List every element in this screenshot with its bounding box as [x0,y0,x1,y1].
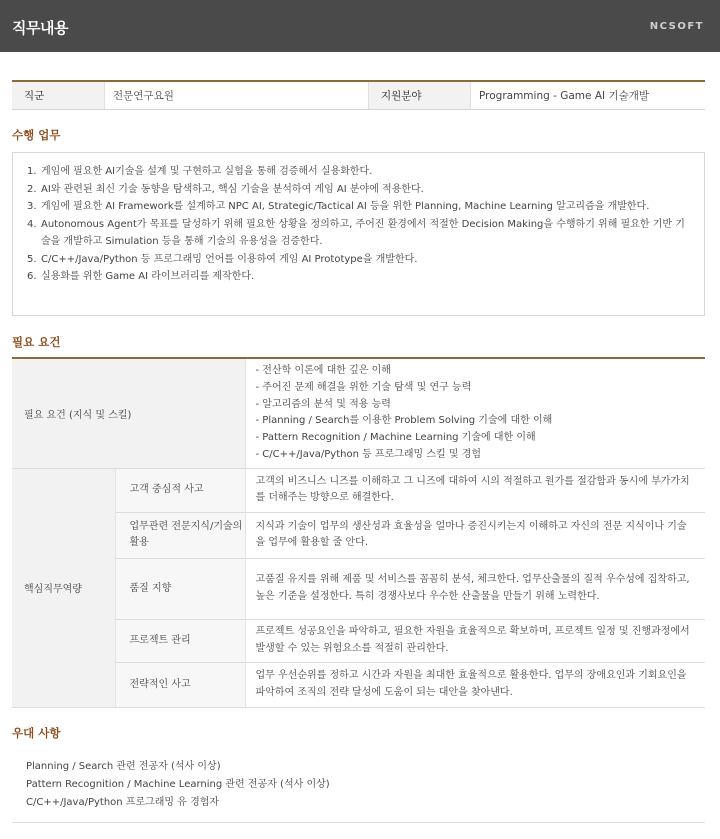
duties-box [12,152,705,316]
list-item: 2. AI와 관련된 최신 기술 동향을 탐색하고, 핵심 기술을 분석하여 게임 AI 분야에 적용한다. [27,183,424,195]
preferred-title: 우대 사항 [12,726,61,740]
list-item: 4. Autonomous Agent가 목표를 달성하기 위해 필요한 상황을 정의하고, 주어진 환경에서 적절한 Decision Making을 수행하기 위해 필요한 기반 기술을 개발하고 Simulation 등을 통해 기술의 유용성을 검증한다. [27,218,685,247]
table-row [12,512,705,558]
preferred-list [26,758,330,812]
list-item: - 알고리즘의 분석 및 적용 능력 [255,398,391,410]
list-item: C/C++/Java/Python 프로그래밍 유 경험자 [26,797,220,808]
competency-label: 핵심직무역량 [12,468,115,707]
skills-cell [245,358,705,468]
page-header [0,0,720,52]
competency-name: 업무관련 전문지식/기술의 활용 [115,512,245,558]
table-row [12,558,705,619]
competency-desc: 프로젝트 성공요인을 파악하고, 필요한 자원을 효율적으로 확보하며, 프로젝트 일정 및 진행과정에서 발생할 수 있는 위험요소를 적절히 관리한다. [245,619,705,662]
duties-list [27,163,694,286]
requirements-title: 필요 요건 [12,335,61,349]
list-item: 6. 실용화를 위한 Game AI 라이브러리를 제작한다. [27,271,255,282]
list-item: Pattern Recognition / Machine Learning 관련 전공자 (석사 이상) [26,779,330,790]
skills-label: 필요 요건 (지식 및 스킬) [12,358,245,468]
list-item: 3. 게임에 필요한 AI Framework를 설계하고 NPC AI, Strategic/Tactical AI 등을 위한 Planning, Machine Learning 알고리즘을 개발한다. [27,201,650,212]
duties-title: 수행 업무 [12,128,61,142]
skills-list [256,363,696,464]
competency-name: 고객 중심적 사고 [115,468,245,512]
competency-name: 프로젝트 관리 [115,619,245,662]
field-value: 전문연구요원 [104,82,368,109]
ncsoft-logo: NCSOFT [649,21,704,32]
competency-name: 전략적인 사고 [115,662,245,707]
area-label: 지원분야 [368,82,470,109]
competency-desc: 업무 우선순위를 정하고 시간과 자원을 최대한 효율적으로 활용한다. 업무의 장애요인과 기회요인을 파악하여 조직의 전략 달성에 도움이 되는 대안을 찾아낸다. [245,662,705,707]
area-value: Programming - Game AI 기술개발 [470,82,705,109]
competency-desc: 고품질 유지를 위해 제품 및 서비스를 꼼꼼히 분석, 체크한다. 업무산출물의 질적 우수성에 집착하고, 높은 기준을 설정한다. 특히 경쟁사보다 우수한 산출물을 만들기 위해 노력한다. [245,558,705,619]
page-title: 직무내용 [12,19,68,37]
field-label: 직군 [12,82,104,109]
list-item: - 전산학 이론에 대한 깊은 이해 [255,365,391,376]
table-row [12,619,705,662]
requirements-table [12,357,705,708]
table-row [12,662,705,707]
list-item: 5. C/C++/Java/Python 등 프로그래밍 언어를 이용하여 게임 AI Prototype을 개발한다. [27,253,418,265]
competency-desc: 고객의 비즈니스 니즈를 이해하고 그 니즈에 대하여 시의 적절하고 원가를 절감함과 동시에 부가가치를 더해주는 방향으로 해결한다. [245,468,705,512]
list-item: - C/C++/Java/Python 등 프로그래밍 스킬 및 경험 [255,448,482,460]
table-row [12,358,705,468]
list-item: - Pattern Recognition / Machine Learning 기술에 대한 이해 [255,432,536,444]
job-info-table [12,80,705,110]
list-item: 1. 게임에 필요한 AI기술을 설계 및 구현하고 실험을 통해 검증해서 실용화한다. [27,166,373,177]
competency-desc: 지식과 기술이 업무의 생산성과 효율성을 얼마나 증진시키는지 이해하고 자신의 전문 지식이나 기술을 업무에 활용할 줄 안다. [245,512,705,558]
list-item: - Planning / Search를 이용한 Problem Solving 기술에 대한 이해 [255,415,553,427]
table-row [12,468,705,512]
divider [12,822,705,823]
list-item: Planning / Search 관련 전공자 (석사 이상) [26,761,221,772]
list-item: - 주어진 문제 해결을 위한 기술 탐색 및 연구 능력 [255,381,472,393]
competency-name: 품질 지향 [115,558,245,619]
